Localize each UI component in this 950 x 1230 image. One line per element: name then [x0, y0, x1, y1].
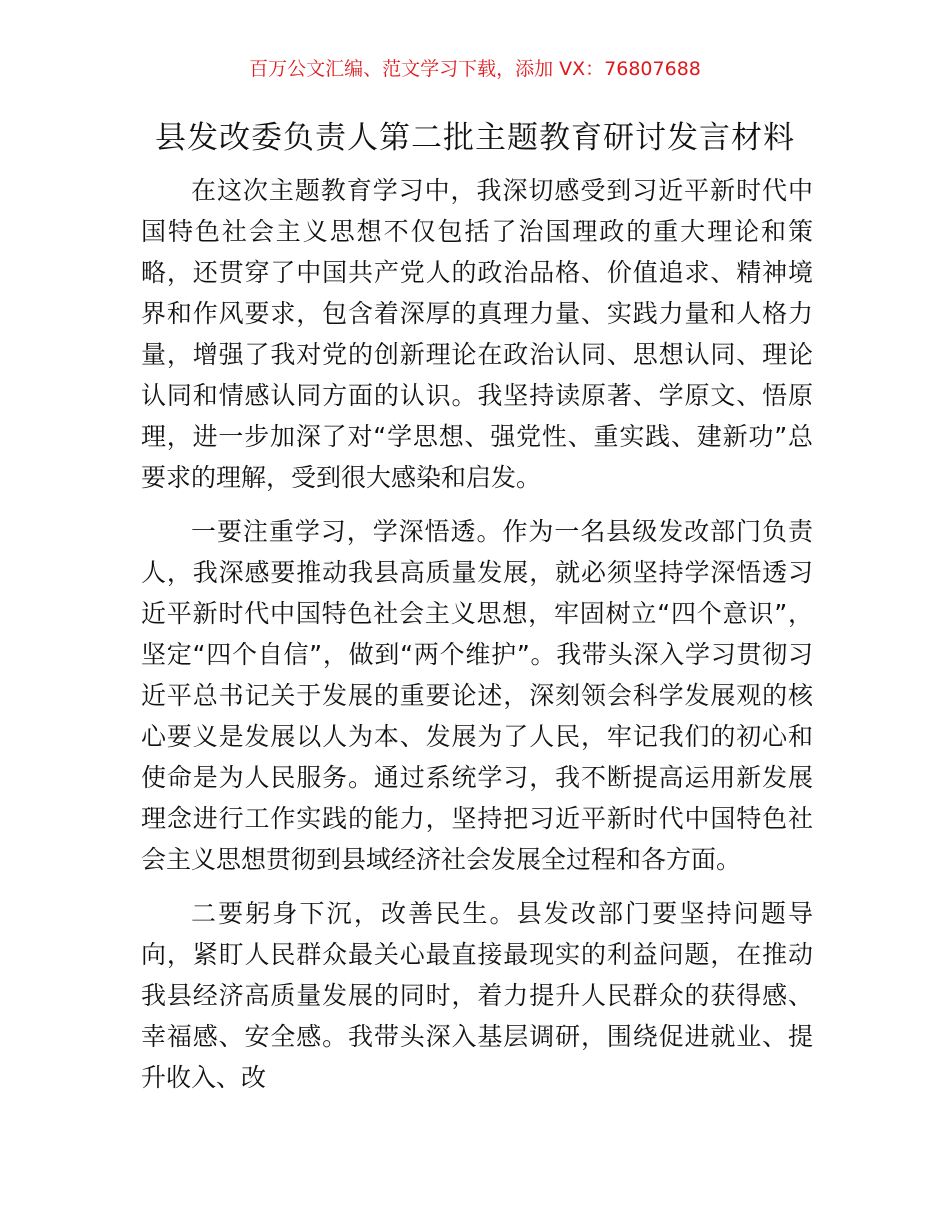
document-body — [141, 170, 813, 1098]
document-title: 县发改委负责人第二批主题教育研讨发言材料 — [155, 120, 795, 156]
paragraph-livelihood: 二要躬身下沉，改善民生。县发改部门要坚持问题导向，紧盯人民群众最关心最直接最现实的利益问题，在推动我县经济高质量发展的同时，着力提升人民群众的获得感、幸福感、安全感。我带头深入基层调研，围绕促进就业、提升收入、改 — [141, 899, 813, 1092]
watermark-banner: 百万公文汇编、范文学习下载，添加 VX：76807688 — [249, 58, 701, 80]
paragraph-study: 一要注重学习，学深悟透。作为一名县级发改部门负责人，我深感要推动我县高质量发展，就必须坚持学深悟透习近平新时代中国特色社会主义思想，牢固树立“四个意识”，坚定“四个自信”，做到“两个维护”。我带头深入学习贯彻习近平总书记关于发展的重要论述，深刻领会科学发展观的核心要义是发展以人为本、发展为了人民，牢记我们的初心和使命是为人民服务。通过系统学习，我不断提高运用新发展理念进行工作实践的能力，坚持把习近平新时代中国特色社会主义思想贯彻到县域经济社会发展全过程和各方面。 — [141, 517, 813, 874]
paragraph-intro: 在这次主题教育学习中，我深切感受到习近平新时代中国特色社会主义思想不仅包括了治国理政的重大理论和策略，还贯穿了中国共产党人的政治品格、价值追求、精神境界和作风要求，包含着深厚的真理力量、实践力量和人格力量，增强了我对党的创新理论在政治认同、思想认同、理论认同和情感认同方面的认识。我坚持读原著、学原文、悟原理，进一步加深了对“学思想、强党性、重实践、建新功”总要求的理解，受到很大感染和启发。 — [141, 176, 813, 492]
